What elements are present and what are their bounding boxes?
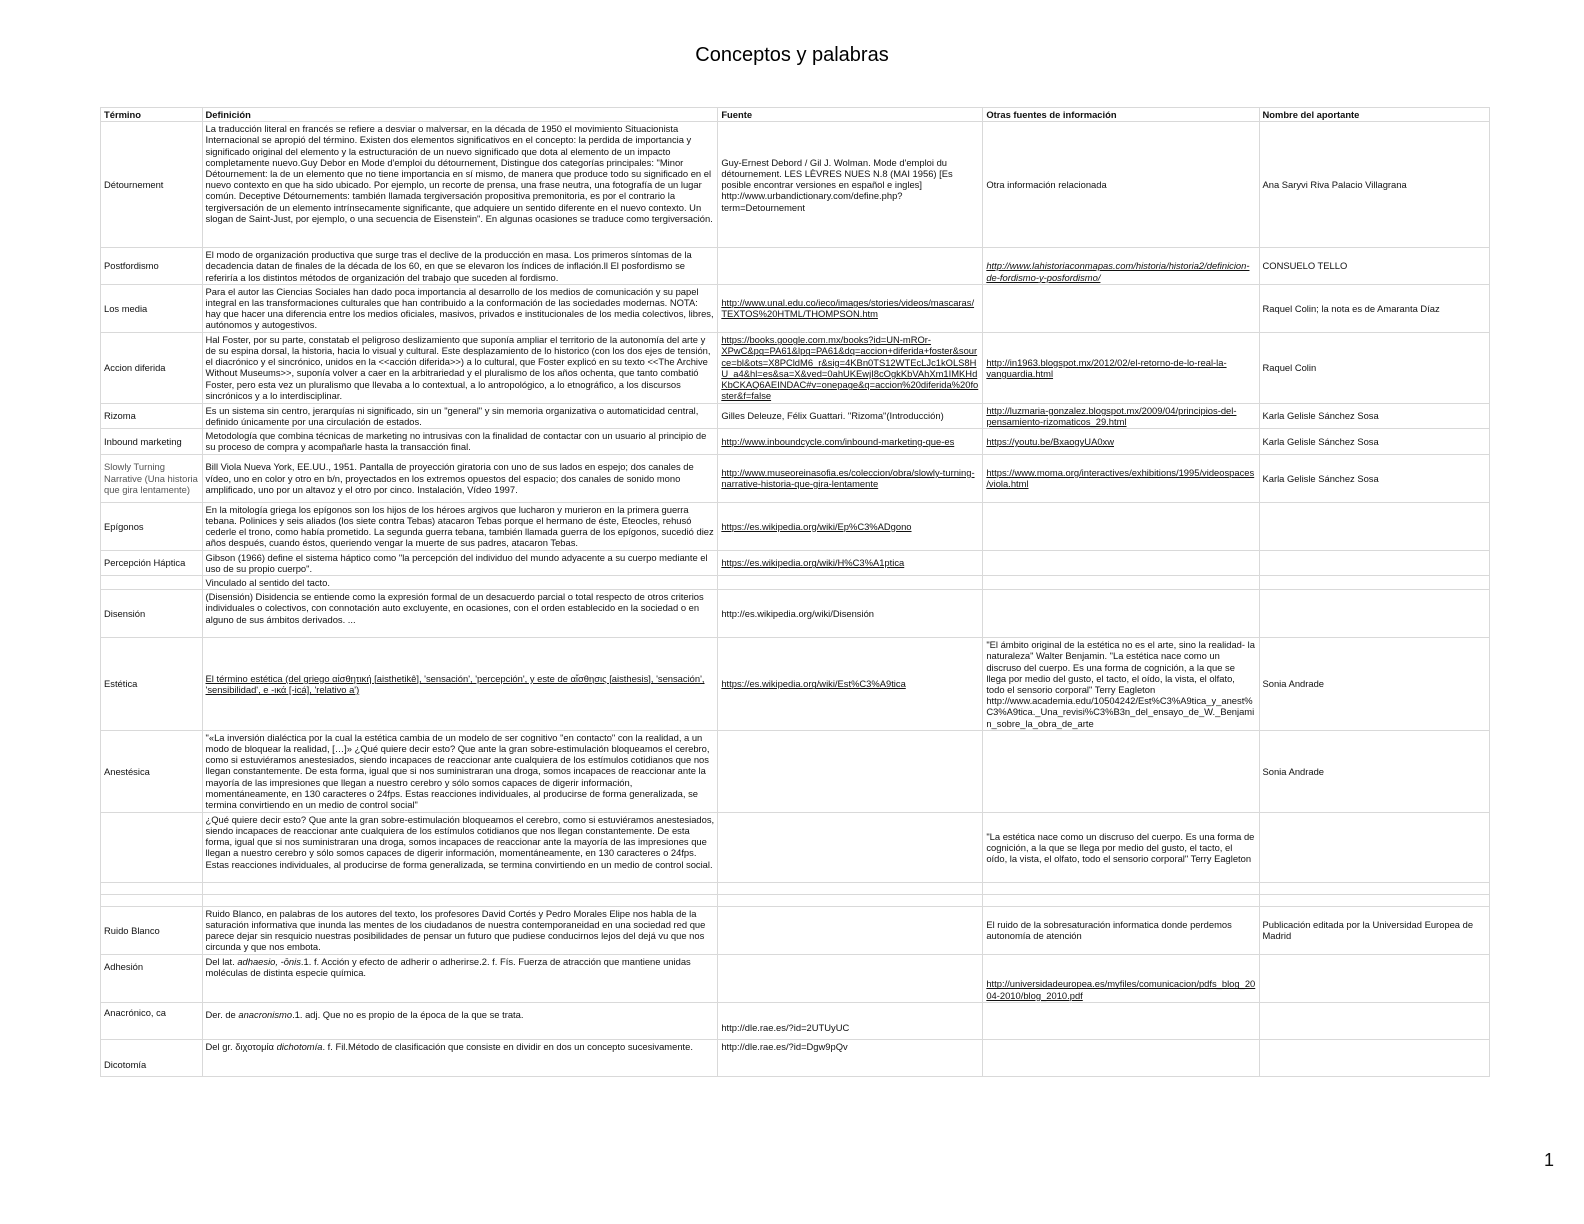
source-link[interactable]: http://www.museoreinasofia.es/coleccion/obra/slowly-turning-narrative-historia-que-gira-lentamente <box>718 454 983 502</box>
term-cell: Adhesión <box>101 954 203 1002</box>
header-contributor: Nombre del aportante <box>1259 108 1490 122</box>
term-cell: Inbound marketing <box>101 429 203 454</box>
source-link[interactable]: https://es.wikipedia.org/wiki/Est%C3%A9tica <box>718 638 983 731</box>
header-source: Fuente <box>718 108 983 122</box>
other-sources-link[interactable]: https://youtu.be/BxaogyUA0xw <box>983 429 1259 454</box>
contributor-cell <box>1259 882 1490 894</box>
source-link[interactable]: http://www.unal.edu.co/ieco/images/stories/videos/mascaras/TEXTOS%20HTML/THOMPSON.htm <box>718 284 983 332</box>
contributor-cell: Raquel Colin; la nota es de Amaranta Díaz <box>1259 284 1490 332</box>
table-row <box>101 429 1490 454</box>
contributor-cell <box>1259 576 1490 590</box>
definition-cell: (Disensión) Disidencia se entiende como la expresión formal de un desacuerdo parcial o total respecto de otros criterios individuales o colectivos, con connotación auto excluyente, en ocasiones, con el orden establecido en la sociedad o en alguno de sus ámbitos derivados. ... <box>202 590 718 638</box>
definition-cell: Metodología que combina técnicas de marketing no intrusivas con la finalidad de contactar con un usuario al principio de su proceso de compra y acompañarle hasta la transacción final. <box>202 429 718 454</box>
page-title: Conceptos y palabras <box>695 44 889 66</box>
term-cell: Anestésica <box>101 730 203 812</box>
term-cell: Ruido Blanco <box>101 906 203 954</box>
contributor-cell <box>1259 550 1490 575</box>
other-sources-cell <box>983 1002 1259 1039</box>
table-row <box>101 454 1490 502</box>
definition-cell: ¿Qué quiere decir esto? Que ante la gran sobre-estimulación bloqueamos el cerebro, como si estuviéramos anestesiados, siendo incapaces de reaccionar ante cualquiera de los estímulos cotidianos que nos llegan constantemente. De esta forma, igual que si nos suministraran una droga, somos incapaces de reaccionar ante la mayoría de las impresiones que llegan a nuestro cerebro y sólo somos capaces de digerir información, momentáneamente, en 130 caracteres o 24fps. Estas reacciones individuales, al producirse de forma generalizada, se termina convirtiendo en un medio de control social. <box>202 812 718 882</box>
definition-cell: En la mitología griega los epígonos son los hijos de los héroes argivos que lucharon y murieron en la primera guerra tebana. Polinices y seis aliados (los siete contra Tebas) atacaron Tebas porque el hermano de éste, Eteocles, rehusó cederle el trono, como había prometido. La segunda guerra tebana, también llamada guerra de los epígonos, sucedió diez años después, cuando éstos, queriendo vengar la muerte de sus padres, atacaron Tebas. <box>202 502 718 550</box>
other-sources-cell <box>983 882 1259 894</box>
definition-cell: Ruido Blanco, en palabras de los autores del texto, los profesores David Cortés y Pedro Morales Elipe nos habla de la saturación informativa que inunda las mentes de los ciudadanos de nuestra contemporaneidad en una sociedad red que parece dejar sin resquicio nuestras posibilidades de pensar un futuro que pudiese conducirnos lejos del dejá vu que nos circunda y que nos embota. <box>202 906 718 954</box>
table-row <box>101 332 1490 403</box>
other-sources-link[interactable]: http://universidadeuropea.es/myfiles/comunicacion/pdfs_blog_2004-2010/blog_2010.pdf <box>983 954 1259 1002</box>
table-row <box>101 812 1490 882</box>
table-row <box>101 894 1490 906</box>
contributor-cell: Sonia Andrade <box>1259 638 1490 731</box>
term-cell: Rizoma <box>101 403 203 428</box>
definition-suffix: . f. Fil.Método de clasificación que consiste en dividir en dos un concepto sucesivamente. <box>322 1040 693 1052</box>
other-sources-cell: "La estética nace como un discruso del cuerpo. Es una forma de cognición, a la que se llega por medio del gusto, el tacto, el oído, la vista, el olfato, todo el sensorio corporal" Terry Eagleton <box>983 812 1259 882</box>
other-sources-cell: Otra información relacionada <box>983 122 1259 248</box>
contributor-cell: Sonia Andrade <box>1259 730 1490 812</box>
contributor-cell <box>1259 1002 1490 1039</box>
contributor-cell <box>1259 590 1490 638</box>
definition-cell: La traducción literal en francés se refiere a desviar o malversar, en la década de 1950 el movimiento Situacionista Internacional se apropió del término. Existen dos elementos significativos en el concepto: la perdida de importancia y significado original del elemento y la estructuración de un nuevo significado que dota al elemento de un impacto completamente nuevo.Guy Debor en Mode d'emploi du détournement, Distingue dos categorías principales: "Minor Détournement: la de un elemento que no tiene importancia en sí mismo, de manera que produce todo su significado en el nuevo contexto en que ha sido ubicado. Por ejemplo, un recorte de prensa, una frase neutra, una fotografía de un lugar común. Deceptive Détournements: también llamada tergiversación propositiva premonitoria, es por el contrario la tergiversación de un elemento intrínsecamente significante, que adquiere un sentido diferente en el nuevo contexto. Un slogan de Saint-Just, por ejemplo, o una secuencia de Eisenstein". En algunas ocasiones se traduce como tergiversación. <box>202 122 718 248</box>
source-cell: Gilles Deleuze, Félix Guattari. "Rizoma"(Introducción) <box>718 403 983 428</box>
term-cell <box>101 576 203 590</box>
concepts-table <box>100 107 1490 1077</box>
definition-cell <box>202 894 718 906</box>
definition-cell: Bill Viola Nueva York, EE.UU., 1951. Pantalla de proyección giratoria con uno de sus lados en espejo; dos canales de vídeo, uno en color y otro en b/n, proyectados en los extremos opuestos del espacio; dos canales de sonido mono amplificado, uno por un altavoz y el otro por cinco. Instalación, Vídeo 1997. <box>202 454 718 502</box>
table-row <box>101 1039 1490 1076</box>
term-cell: Los media <box>101 284 203 332</box>
other-sources-cell <box>983 550 1259 575</box>
contributor-cell <box>1259 954 1490 1002</box>
definition-cell: Hal Foster, por su parte, constatab el peligroso deslizamiento que suponía ampliar el territorio de la autonomía del arte y de su espina dorsal, la historia, hacia lo visual y cultural. Este desplazamiento de lo historico (con los dos ejes de tensión, el diacrónico y el sincrónico, unidos en la <<acción diferida>>) a lo cultural, que Foster explicó en su texto <<The Archive Without Museums>>, suponía volver a caer en la arbitrariedad y el pluralismo de los años ochenta, que tanto combatió Foster, pero esta vez un pluralismo que llevaba a lo contextual, a lo antropológico, a lo etnográfico, a los discursos sincrónicos y a lo interdisciplinar. <box>202 332 718 403</box>
source-cell <box>718 894 983 906</box>
table-row <box>101 550 1490 575</box>
source-cell: http://dle.rae.es/?id=Dgw9pQv <box>718 1039 983 1076</box>
definition-suffix: .1. adj. Que no es propio de la época de la que se trata. <box>292 1008 524 1020</box>
definition-prefix: Del lat. <box>205 955 238 967</box>
definition-suffix: .1. f. Acción y efecto de adherir o adherirse.2. f. Fís. Fuerza de atracción que mantiene unidas moléculas de distinta especie química. <box>205 955 691 979</box>
definition-emphasis: dichotomía <box>276 1040 323 1052</box>
source-cell <box>718 812 983 882</box>
other-sources-link[interactable]: https://www.moma.org/interactives/exhibitions/1995/videospaces/viola.html <box>983 454 1259 502</box>
header-row <box>101 108 1490 122</box>
table-row <box>101 1002 1490 1039</box>
other-sources-cell <box>983 576 1259 590</box>
other-sources-link[interactable]: http://www.lahistoriaconmapas.com/historia/historia2/definicion-de-fordismo-y-posfordismo/ <box>983 248 1259 285</box>
table-row <box>101 576 1490 590</box>
definition-cell <box>202 1002 718 1039</box>
source-link[interactable]: http://www.inboundcycle.com/inbound-marketing-que-es <box>718 429 983 454</box>
definition-cell: Es un sistema sin centro, jerarquías ni significado, sin un "general" y sin memoria organizativa o automaticidad central, definido únicamente por una circulación de estados. <box>202 403 718 428</box>
table-row <box>101 954 1490 1002</box>
table-row <box>101 882 1490 894</box>
definition-cell: El término estética (del griego αἰσθητική [aisthetikê], 'sensación', 'percepción', y este de αἴσθησις [aisthesis], 'sensación', 'sensibilidad', e -ικά [-icá], 'relativo a') <box>202 638 718 731</box>
contributor-cell: Raquel Colin <box>1259 332 1490 403</box>
contributor-cell <box>1259 812 1490 882</box>
table-row <box>101 403 1490 428</box>
source-cell <box>718 248 983 285</box>
other-sources-link[interactable]: http://in1963.blogspot.mx/2012/02/el-retorno-de-lo-real-la-vanguardia.html <box>983 332 1259 403</box>
other-sources-cell <box>983 894 1259 906</box>
term-cell: Disensión <box>101 590 203 638</box>
contributor-cell: Karla Gelisle Sánchez Sosa <box>1259 429 1490 454</box>
term-cell: Accion diferida <box>101 332 203 403</box>
source-cell <box>718 576 983 590</box>
term-cell: Dicotomía <box>101 1039 203 1076</box>
table-row <box>101 730 1490 812</box>
definition-cell: Gibson (1966) define el sistema háptico como "la percepción del individuo del mundo adyacente a su cuerpo mediante el uso de su propio cuerpo". <box>202 550 718 575</box>
table-row <box>101 122 1490 248</box>
table-row <box>101 906 1490 954</box>
other-sources-cell <box>983 284 1259 332</box>
table-row <box>101 248 1490 285</box>
other-sources-cell: El ruido de la sobresaturación informatica donde perdemos autonomía de atención <box>983 906 1259 954</box>
contributor-cell <box>1259 502 1490 550</box>
definition-prefix: Del gr. διχοτομία <box>205 1040 277 1052</box>
definition-cell: El modo de organización productiva que surge tras el declive de la producción en masa. Los primeros síntomas de la decadencia datan de finales de la década de los 60, en que se elevaron los índices de inflación.ll El posfordismo se referiría a los distintos métodos de organización del trabajo que suceden al fordismo. <box>202 248 718 285</box>
definition-emphasis: adhaesio, -ōnis <box>237 955 301 967</box>
source-link[interactable]: https://books.google.com.mx/books?id=UN-mROr-XPwC&pg=PA61&lpg=PA61&dq=accion+diferida+foster&source=bl&ots=X8PCldM6_r&sig=4KBn0TS12WTEcLJc1kOLS8HU_a4&hl=es&sa=X&ved=0ahUKEwjI8cOgkKbVAhXm1IMKHdKbCKAQ6AEINDAC#v=onepage&q=accion%20diferida%20foster&f=false <box>718 332 983 403</box>
term-cell: Percepción Háptica <box>101 550 203 575</box>
definition-emphasis: anacronismo <box>238 1008 293 1020</box>
other-sources-cell <box>983 502 1259 550</box>
definition-cell <box>202 954 718 1002</box>
definition-cell: Vinculado al sentido del tacto. <box>202 576 718 590</box>
definition-cell <box>202 882 718 894</box>
contributor-cell: Karla Gelisle Sánchez Sosa <box>1259 403 1490 428</box>
header-term: Término <box>101 108 203 122</box>
source-cell <box>718 906 983 954</box>
other-sources-cell <box>983 590 1259 638</box>
contributor-cell: CONSUELO TELLO <box>1259 248 1490 285</box>
term-cell: Estética <box>101 638 203 731</box>
other-sources-cell <box>983 730 1259 812</box>
table-row <box>101 590 1490 638</box>
definition-cell <box>202 1039 718 1076</box>
source-cell: http://dle.rae.es/?id=2UTUyUC <box>718 1002 983 1039</box>
source-cell: Guy-Ernest Debord / Gil J. Wolman. Mode d'emploi du détournement. LES LÈVRES NUES N.8 (MAI 1956) [Es posible encontrar versiones en español e ingles] http://www.urbandictionary.com/define.php?term=Detournement <box>718 122 983 248</box>
definition-cell: Para el autor las Ciencias Sociales han dado poca importancia al desarrollo de los medios de comunicación y su papel integral en las transformaciones culturales que han contribuido a la conformación de las sociedades modernas. NOTA: hay que hacer una diferencia entre los medios oficiales, masivos, privados e institucionales de los media colectivos, libres, autónomos y autogestivos. <box>202 284 718 332</box>
source-link[interactable]: https://es.wikipedia.org/wiki/Ep%C3%ADgono <box>718 502 983 550</box>
other-sources-link[interactable]: http://luzmaria-gonzalez.blogspot.mx/2009/04/principios-del-pensamiento-rizomaticos_29.html <box>983 403 1259 428</box>
definition-cell: "«La inversión dialéctica por la cual la estética cambia de un modelo de ser cognitivo "en contacto" con la realidad, a un modo de bloquear la realidad, […]» ¿Qué quiere decir esto? Que ante la gran sobre-estimulación bloqueamos el cerebro, como si estuviéramos anestesiados, siendo incapaces de reaccionar ante cualquiera de los estímulos cotidianos que nos llegan constantemente. De esta forma, igual que si nos suministraran una droga, somos incapaces de reaccionar ante la mayoría de las impresiones que llegan a nuestro cerebro y sólo somos capaces de digerir información, momentáneamente, en 130 caracteres o 24fps. Estas reacciones individuales, al producirse de forma generalizada, se termina convirtiendo en un medio de control social" <box>202 730 718 812</box>
term-cell <box>101 894 203 906</box>
source-link[interactable]: https://es.wikipedia.org/wiki/H%C3%A1ptica <box>718 550 983 575</box>
contributor-cell: Ana Saryvi Riva Palacio Villagrana <box>1259 122 1490 248</box>
contributor-cell: Publicación editada por la Universidad Europea de Madrid <box>1259 906 1490 954</box>
term-cell: Postfordismo <box>101 248 203 285</box>
page-number: 1 <box>1543 1150 1554 1170</box>
term-cell: Epígonos <box>101 502 203 550</box>
source-cell: http://es.wikipedia.org/wiki/Disensión <box>718 590 983 638</box>
term-cell <box>101 812 203 882</box>
contributor-cell: Karla Gelisle Sánchez Sosa <box>1259 454 1490 502</box>
header-definition: Definición <box>202 108 718 122</box>
contributor-cell <box>1259 1039 1490 1076</box>
source-cell <box>718 730 983 812</box>
source-cell <box>718 882 983 894</box>
term-cell: Anacrónico, ca <box>101 1002 203 1039</box>
definition-prefix: Der. de <box>205 1008 239 1020</box>
other-sources-cell <box>983 1039 1259 1076</box>
source-cell <box>718 954 983 1002</box>
term-cell: Détournement <box>101 122 203 248</box>
table-row <box>101 638 1490 731</box>
contributor-cell <box>1259 894 1490 906</box>
term-cell: Slowly Turning Narrative (Una historia que gira lentamente) <box>101 454 203 502</box>
table-row <box>101 502 1490 550</box>
header-other-sources: Otras fuentes de información <box>983 108 1259 122</box>
table-row <box>101 284 1490 332</box>
other-sources-cell: "El ámbito original de la estética no es el arte, sino la realidad- la naturaleza" Walter Benjamin. "La estética nace como un discruso del cuerpo. Es una forma de cognición, a la que se llega por medio del gusto, el tacto, el oído, la vista, el olfato, todo el sensorio corporal" Terry Eagleton http://www.academia.edu/10504242/Est%C3%A9tica_y_anest%C3%A9tica._Una_revisi%C3%B3n_del_ensayo_de_W._Benjamin_sobre_la_obra_de_arte <box>983 638 1259 731</box>
term-cell <box>101 882 203 894</box>
